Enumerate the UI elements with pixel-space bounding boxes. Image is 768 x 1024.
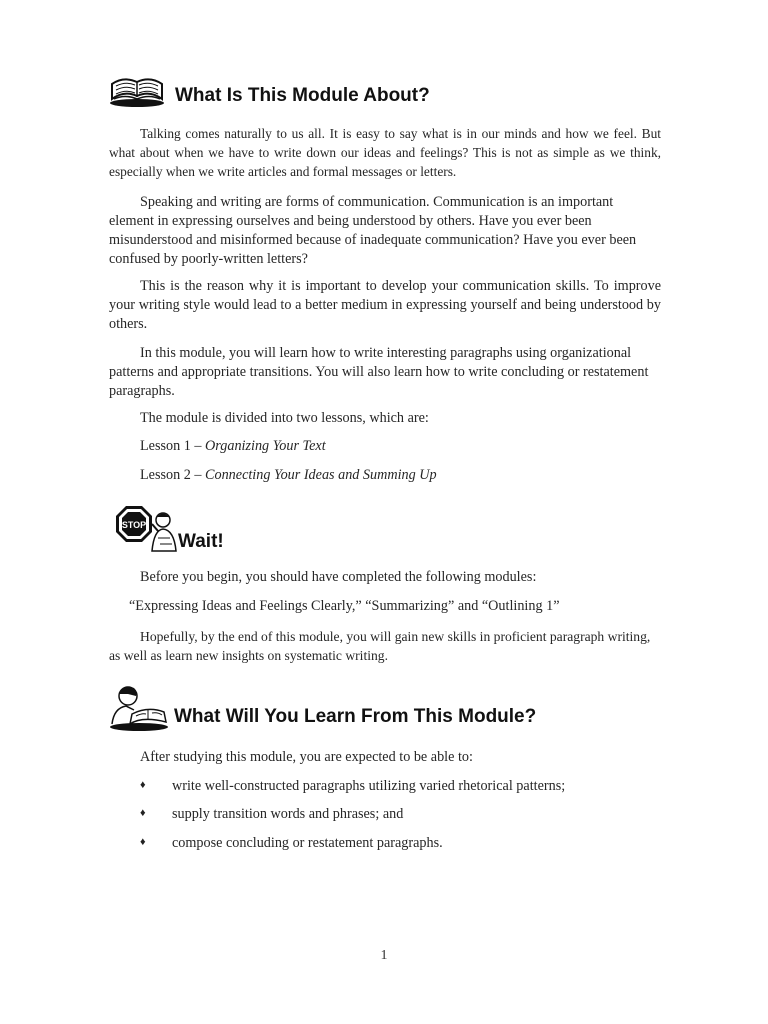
stop-sign-icon — [114, 504, 180, 552]
lesson-item — [140, 437, 326, 456]
stop-sign-text: STOP — [121, 520, 147, 530]
paragraph: In this module, you will learn how to write interesting paragraphs using organizational patterns and appropriate transitions. You will also learn how to write concluding or restatement paragraphs. — [109, 345, 649, 399]
lesson-prefix: Lesson 2 – — [140, 467, 206, 483]
objective-item: supply transition words and phrases; and — [172, 806, 404, 822]
paragraph: This is the reason why it is important to develop your communication skills. To improve your writing style would lead to a better medium in expressing yourself and being understood by others. — [109, 278, 661, 332]
lesson-prefix: Lesson 1 – — [140, 438, 206, 454]
prerequisite-intro: Before you begin, you should have completed the following modules: — [140, 569, 537, 585]
bullet-icon: ♦ — [140, 779, 146, 791]
prerequisite-modules: “Expressing Ideas and Feelings Clearly,” “Summarizing” and “Outlining 1” — [129, 598, 560, 614]
section-title-module-about: What Is This Module About? — [175, 85, 430, 106]
lessons-intro: The module is divided into two lessons, which are: — [140, 410, 429, 426]
section-title-wait: Wait! — [178, 531, 224, 552]
paragraph: Talking comes naturally to us all. It is easy to say what is in our minds and how we feel. But what about when we have to write down our ideas and feelings? This is not as simple as we think, especially when we write articles and formal messages or letters. — [109, 126, 661, 179]
paragraph: Hopefully, by the end of this module, you will gain new skills in proficient paragraph writing, as well as learn new insights on systematic writing. — [109, 629, 651, 663]
bullet-icon: ♦ — [140, 836, 146, 848]
paragraph: Speaking and writing are forms of communication. Communication is an important element in expressing ourselves and being understood by others. Have you ever been misunderstood and misinformed because of inadequate communication? Have you ever been confused by poorly-written letters? — [109, 194, 637, 267]
lesson-title: Organizing Your Text — [205, 438, 326, 454]
objectives-intro: After studying this module, you are expected to be able to: — [140, 749, 473, 765]
page-number: 1 — [380, 948, 388, 963]
lesson-item — [140, 466, 437, 485]
student-reading-icon — [108, 684, 170, 732]
objective-item: write well-constructed paragraphs utilizing varied rhetorical patterns; — [172, 778, 566, 794]
bullet-icon: ♦ — [140, 807, 146, 819]
open-book-icon — [108, 72, 166, 108]
lesson-title: Connecting Your Ideas and Summing Up — [205, 467, 437, 483]
objective-item: compose concluding or restatement paragraphs. — [172, 835, 443, 851]
section-title-learning: What Will You Learn From This Module? — [174, 706, 537, 727]
